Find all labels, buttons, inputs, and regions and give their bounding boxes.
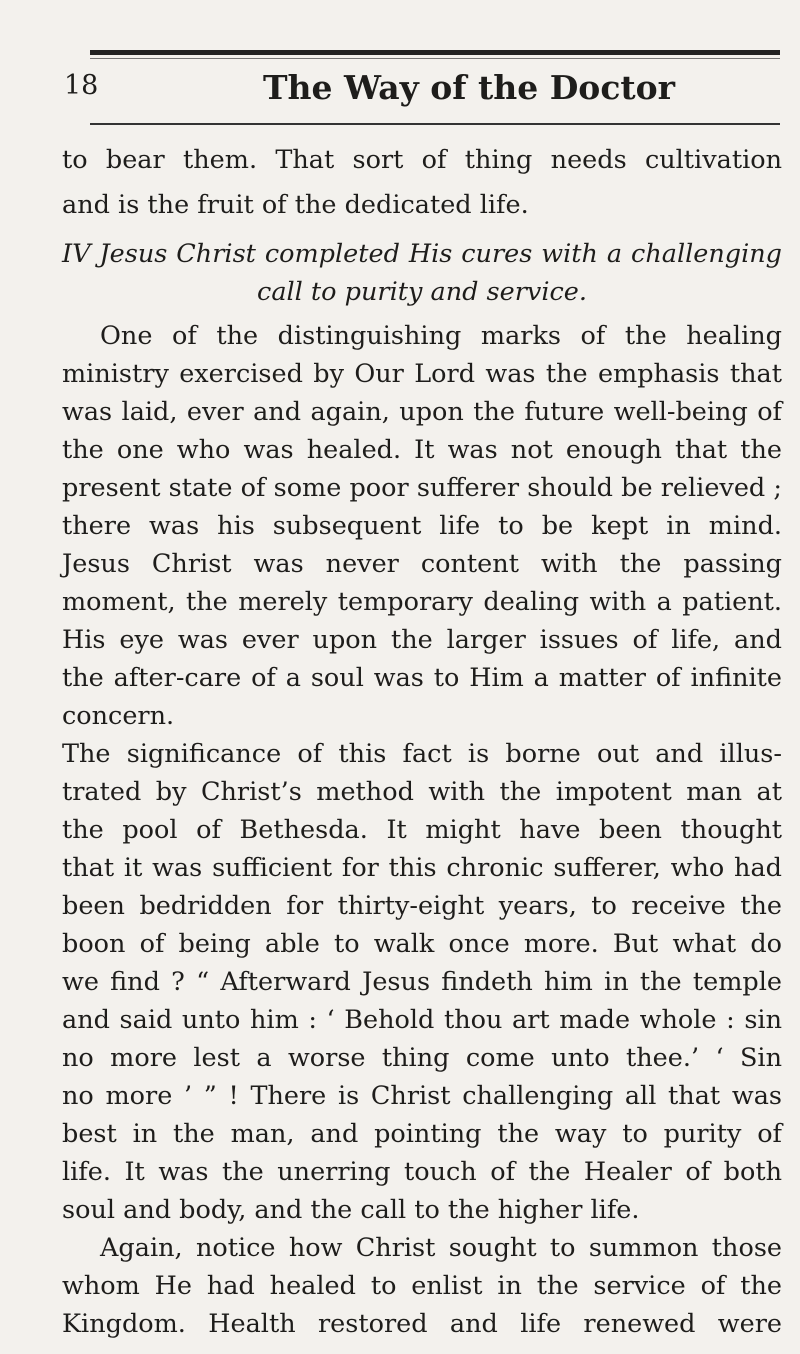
text-line: The significance of this fact is borne out and illus- xyxy=(62,739,782,769)
text-line: boon of being able to walk once more. But what do xyxy=(62,929,782,959)
text-line: there was his subsequent life to be kept in mind. xyxy=(62,511,782,541)
section-heading: call to purity and service. xyxy=(257,277,587,307)
text-line: best in the man, and pointing the way to purity of xyxy=(62,1119,782,1149)
text-line: present state of some poor sufferer should be relieved ; xyxy=(62,473,782,503)
text-line: and said unto him : ‘ Behold thou art made whole : sin xyxy=(62,1005,782,1035)
text-line: life. It was the unerring touch of the Healer of both xyxy=(62,1157,782,1187)
text-line: no more lest a worse thing come unto thee.’ ‘ Sin xyxy=(62,1043,782,1073)
text-line: ministry exercised by Our Lord was the emphasis that xyxy=(62,359,782,389)
text-line: we find ? “ Afterward Jesus findeth him in the temple xyxy=(62,967,782,997)
text-line: soul and body, and the call to the higher life. xyxy=(62,1195,640,1225)
text-line: Kingdom. Health restored and life renewed were xyxy=(62,1309,782,1339)
page-number: 18 xyxy=(64,70,99,101)
text-line: moment, the merely temporary dealing with a patient. xyxy=(62,587,782,617)
top-rule-thin xyxy=(90,58,780,59)
text-line: Jesus Christ was never content with the passing xyxy=(62,549,782,579)
section-heading: IV Jesus Christ completed His cures with a challenging xyxy=(62,239,782,269)
header-rule xyxy=(90,123,780,125)
text-line: trated by Christ’s method with the impotent man at xyxy=(62,777,782,807)
running-title: The Way of the Doctor xyxy=(263,68,676,107)
text-line: been bedridden for thirty-eight years, to receive the xyxy=(62,891,782,921)
text-line: the one who was healed. It was not enough that the xyxy=(62,435,782,465)
text-line: to bear them. That sort of thing needs cultivation xyxy=(62,145,782,175)
text-line: the pool of Bethesda. It might have been thought xyxy=(62,815,782,845)
text-line: was laid, ever and again, upon the future well-being of xyxy=(62,397,782,427)
text-line: His eye was ever upon the larger issues of life, and xyxy=(62,625,782,655)
text-line: the after-care of a soul was to Him a matter of infinite xyxy=(62,663,782,693)
top-rule xyxy=(90,50,780,55)
text-line: whom He had healed to enlist in the service of the xyxy=(62,1271,782,1301)
text-line: no more ’ ” ! There is Christ challenging all that was xyxy=(62,1081,782,1111)
text-line: and is the fruit of the dedicated life. xyxy=(62,190,529,220)
text-line: Again, notice how Christ sought to summon those xyxy=(100,1233,782,1263)
text-line: One of the distinguishing marks of the healing xyxy=(100,321,782,351)
text-line: that it was sufficient for this chronic sufferer, who had xyxy=(62,853,782,883)
text-line: concern. xyxy=(62,701,175,731)
